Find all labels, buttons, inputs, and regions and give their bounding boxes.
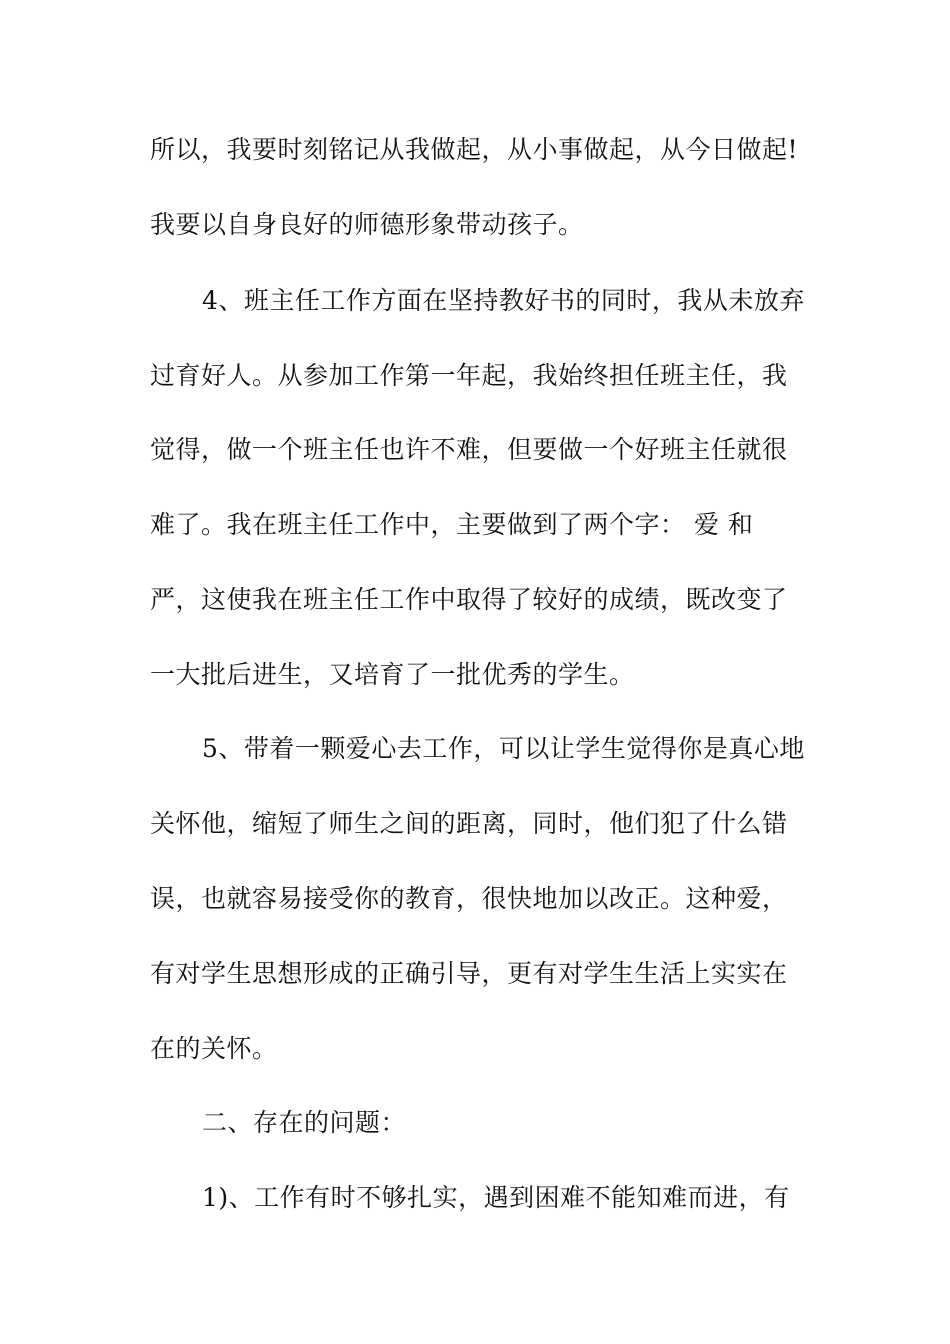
text-line: 误，也就容易接受你的教育，很快地加以改正。这种爱， (150, 884, 788, 913)
section-heading: 二、存在的问题： (202, 1108, 407, 1137)
text-line: 有对学生思想形成的正确引导，更有对学生生活上实实在 (150, 959, 788, 988)
text-line: 觉得，做一个班主任也许不难，但要做一个好班主任就很 (150, 435, 788, 464)
paragraph-heading-4: 4、班主任工作方面在坚持教好书的同时，我从未放弃 (202, 286, 805, 315)
text-line: 所以，我要时刻铭记从我做起，从小事做起，从今日做起! (150, 135, 799, 164)
text-line: 一大批后进生，又培育了一批优秀的学生。 (150, 660, 635, 689)
list-item-1: 1)、工作有时不够扎实，遇到困难不能知难而进，有 (202, 1183, 790, 1212)
text-line: 难了。我在班主任工作中，主要做到了两个字： 爱 和 (150, 510, 754, 539)
text-line: 过育好人。从参加工作第一年起，我始终担任班主任，我 (150, 361, 788, 390)
text-line: 我要以自身良好的师德形象带动孩子。 (150, 210, 584, 239)
text-line: 在的关怀。 (150, 1034, 278, 1063)
text-line: 严，这使我在班主任工作中取得了较好的成绩，既改变了 (150, 585, 788, 614)
paragraph-heading-5: 5、带着一颗爱心去工作，可以让学生觉得你是真心地 (202, 734, 805, 763)
text-line: 关怀他，缩短了师生之间的距离，同时，他们犯了什么错 (150, 809, 788, 838)
